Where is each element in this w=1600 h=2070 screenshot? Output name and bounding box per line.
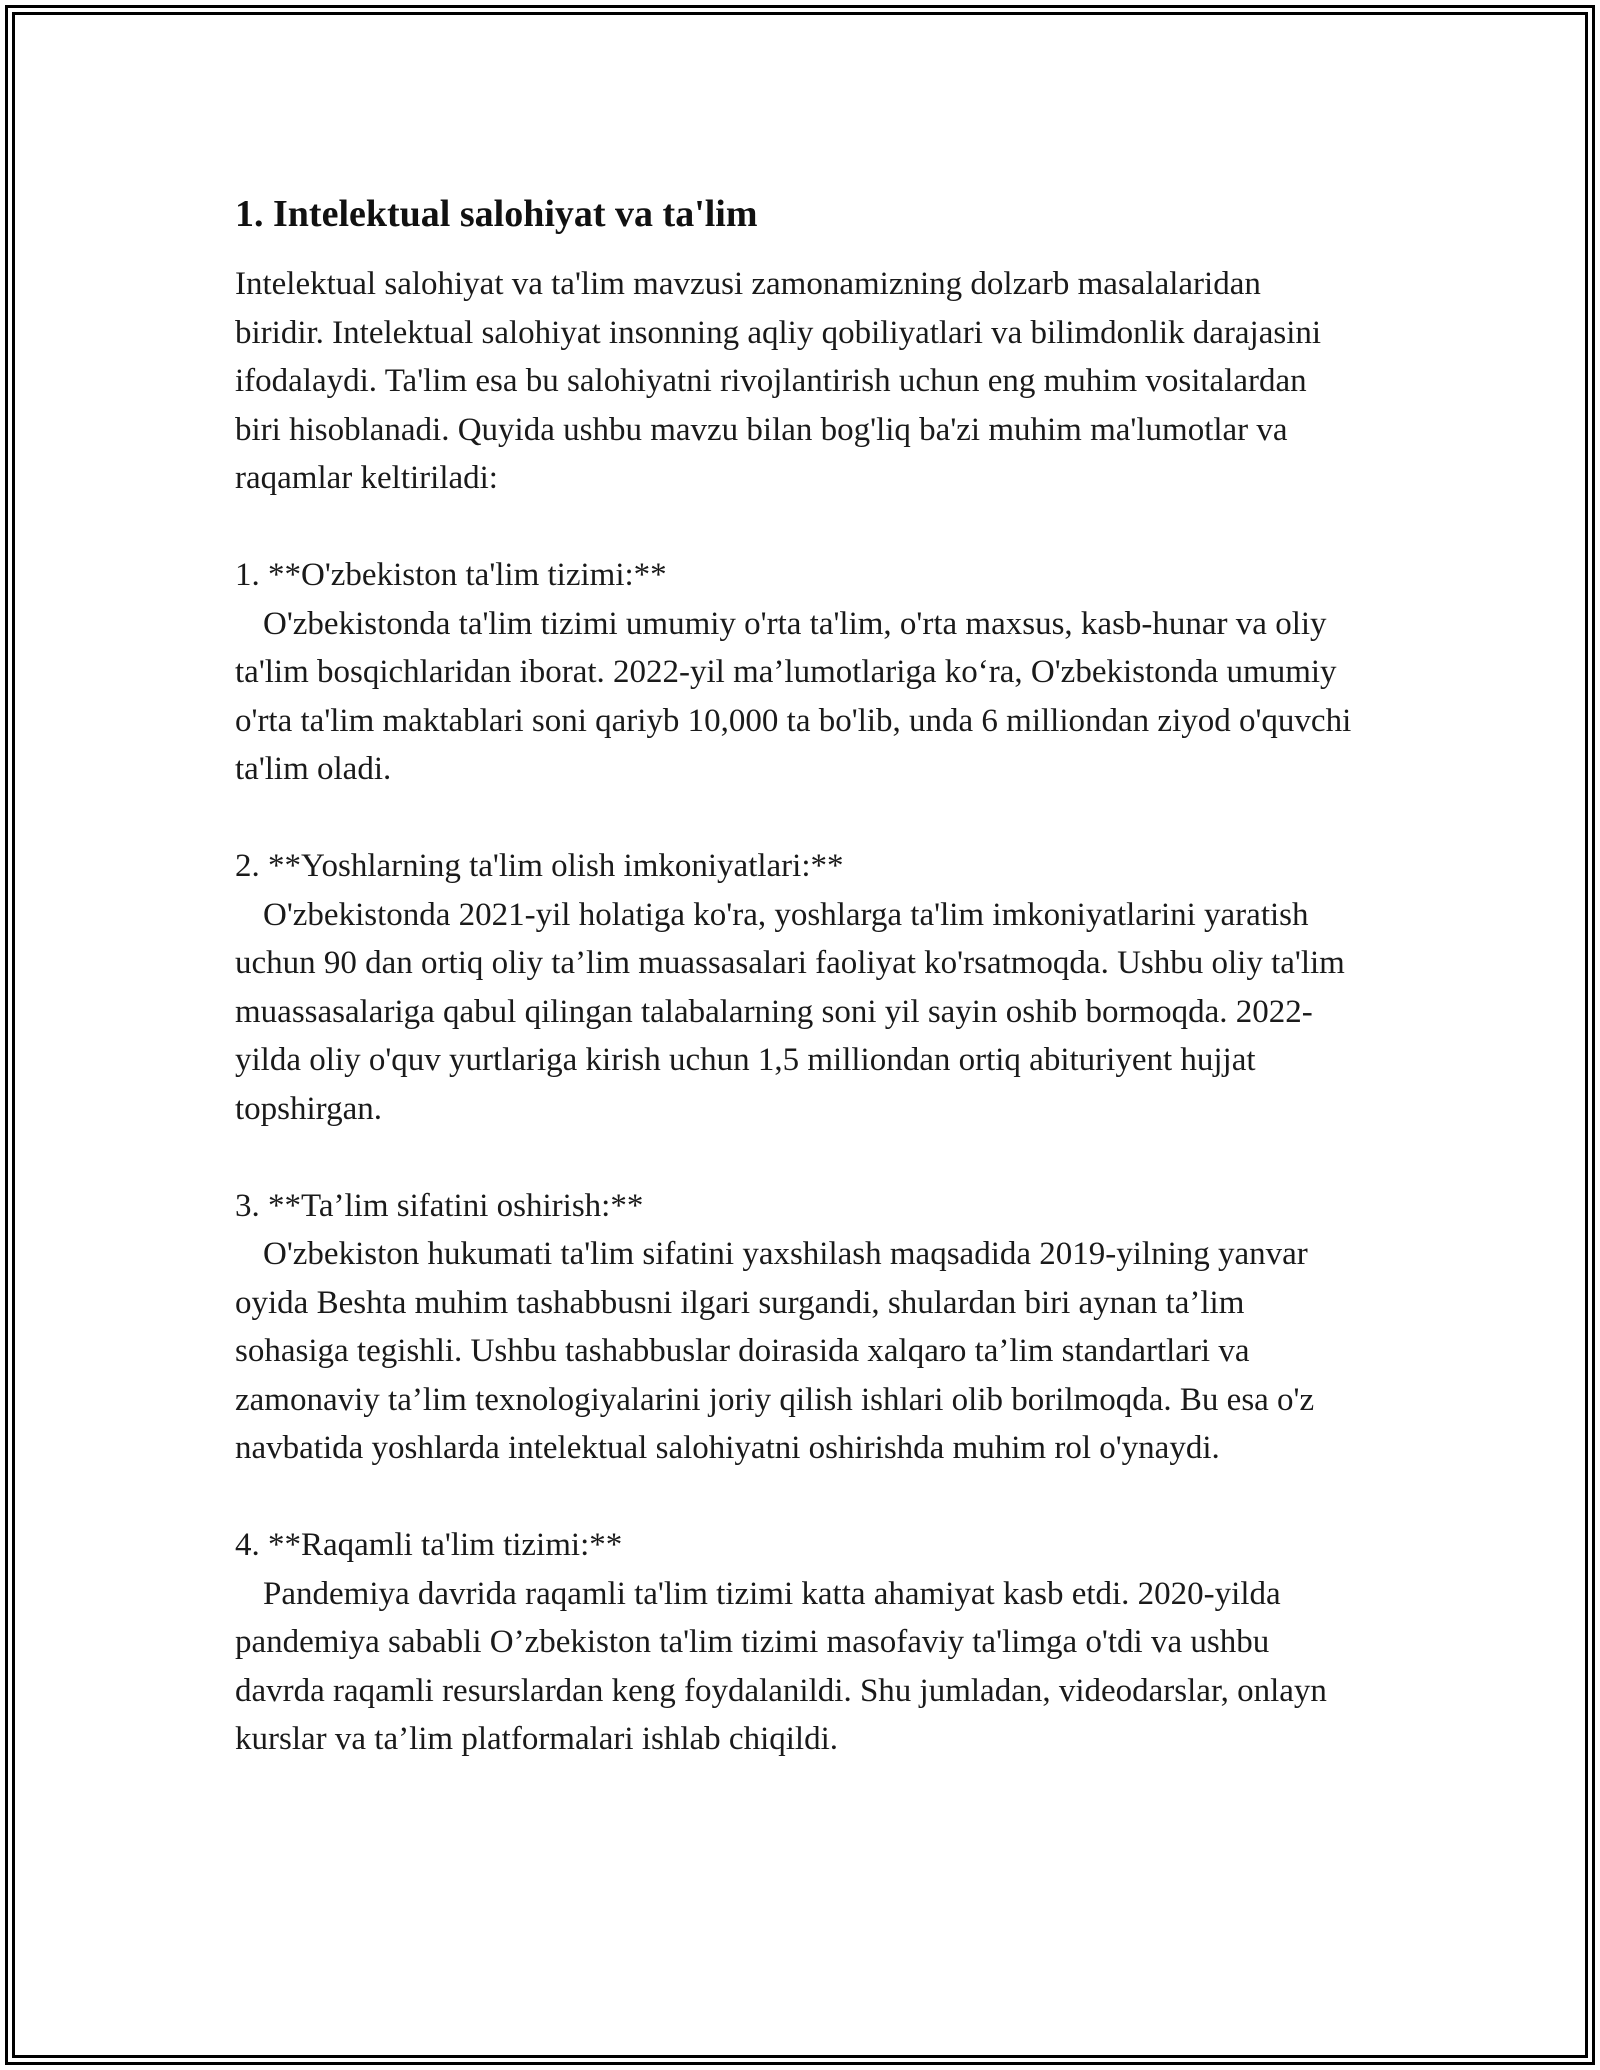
section-heading: 3. **Ta’lim sifatini oshirish:**: [235, 1187, 644, 1224]
section-body: O'zbekistonda 2021-yil holatiga ko'ra, yoshlarga ta'lim imkoniyatlarini yaratish uchun 90 dan ortiq oliy ta’lim muassasalari faoliyat ko'rsatmoqda. Ushbu oliy ta'lim muassasalariga qabul qilingan talabalarning soni yil sayin oshib bormoqda. 2022-yilda oliy o'quv yurtlariga kirish uchun 1,5 milliondan ortiq abituriyent hujjat topshirgan.: [235, 896, 1345, 1127]
section-quality-improvement: [235, 1182, 1355, 1473]
intro-paragraph: Intelektual salohiyat va ta'lim mavzusi zamonamizning dolzarb masalalaridan biridir. Intelektual salohiyat insonning aqliy qobiliyatlari va bilimdonlik darajasini ifodalaydi. Ta'lim esa bu salohiyatni rivojlantirish uchun eng muhim vositalardan biri hisoblanadi. Quyida ushbu mavzu bilan bog'liq ba'zi muhim ma'lumotlar va raqamlar keltiriladi:: [235, 266, 1322, 496]
section-heading: 4. **Raqamli ta'lim tizimi:**: [235, 1527, 623, 1563]
section-education-system: [235, 551, 1355, 794]
section-body: O'zbekistonda ta'lim tizimi umumiy o'rta ta'lim, o'rta maxsus, kasb-hunar va oliy ta'lim bosqichlaridan iborat. 2022-yil ma’lumotlariga ko‘ra, O'zbekistonda umumiy o'rta ta'lim maktablari soni qariyb 10,000 ta bo'lib, unda 6 milliondan ziyod o'quvchi ta'lim oladi.: [235, 605, 1352, 787]
document-body: [235, 188, 1355, 1812]
document-title: 1. Intelektual salohiyat va ta'lim: [235, 193, 758, 235]
section-youth-opportunities: [235, 842, 1355, 1133]
section-digital-education: [235, 1521, 1355, 1764]
section-heading: 2. **Yoshlarning ta'lim olish imkoniyatlari:**: [235, 848, 844, 884]
section-heading: 1. **O'zbekiston ta'lim tizimi:**: [235, 557, 667, 593]
section-body: O'zbekiston hukumati ta'lim sifatini yaxshilash maqsadida 2019-yilning yanvar oyida Beshta muhim tashabbusni ilgari surgandi, shulardan biri aynan ta’lim sohasiga tegishli. Ushbu tashabbuslar doirasida xalqaro ta’lim standartlari va zamonaviy ta’lim texnologiyalarini joriy qilish ishlari olib borilmoqda. Bu esa o'z navbatida yoshlarda intelektual salohiyatni oshirishda muhim rol o'ynaydi.: [235, 1236, 1315, 1466]
section-body: Pandemiya davrida raqamli ta'lim tizimi katta ahamiyat kasb etdi. 2020-yilda pandemiya sababli O’zbekiston ta'lim tizimi masofaviy ta'limga o'tdi va ushbu davrda raqamli resurslardan keng foydalanildi. Shu jumladan, videodarslar, onlayn kurslar va ta’lim platformalari ishlab chiqildi.: [235, 1575, 1327, 1757]
